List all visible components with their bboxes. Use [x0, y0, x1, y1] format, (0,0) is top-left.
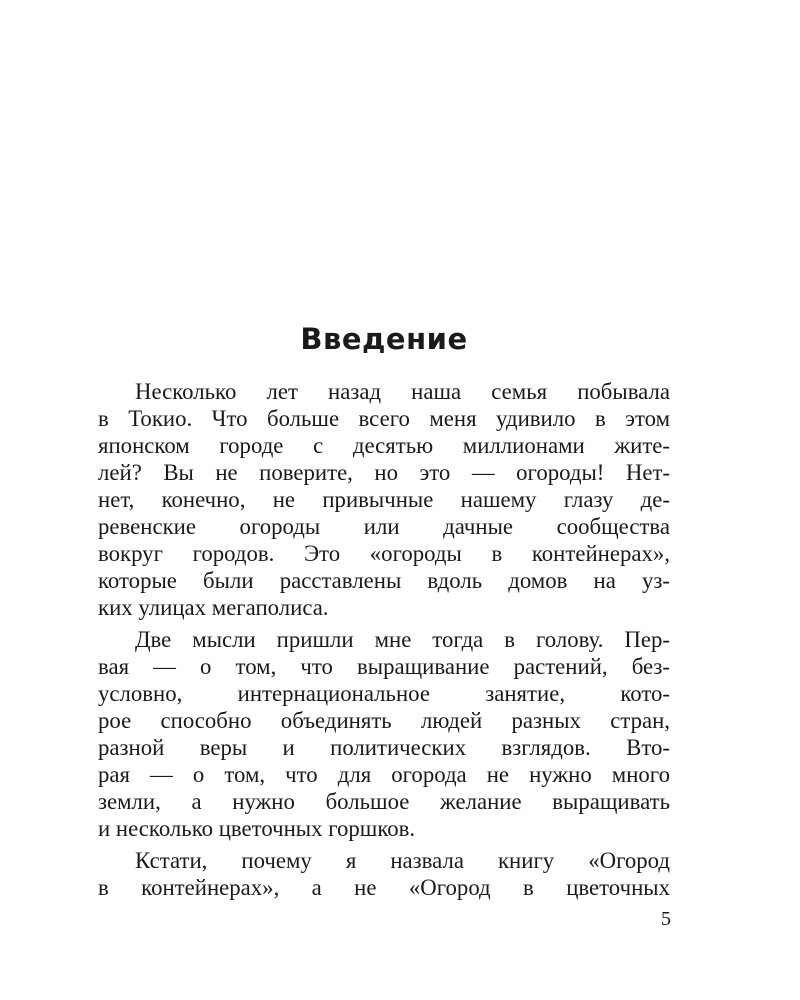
- text-line: условно, интернациональное занятие, кото-: [98, 681, 670, 706]
- text-line: которые были расставлены вдоль домов на уз-: [98, 568, 670, 593]
- text-line: ких улицах мегаполиса.: [98, 595, 329, 620]
- paragraph-1: [98, 378, 670, 621]
- text-line: Кстати, почему я назвала книгу «Огород: [135, 848, 670, 873]
- text-line: в контейнерах», а не «Огород в цветочных: [98, 875, 670, 900]
- text-line: Две мысли пришли мне тогда в голову. Пер-: [135, 627, 670, 652]
- text-line: вокруг городов. Это «огороды в контейнерах»,: [98, 541, 670, 566]
- text-line: японском городе с десятью миллионами жите-: [98, 433, 670, 458]
- text-line: и несколько цветочных горшков.: [98, 816, 416, 841]
- text-line: рое способно объединять людей разных стран,: [98, 708, 670, 733]
- text-line: лей? Вы не поверите, но это — огороды! Нет-: [98, 460, 670, 485]
- text-line: земли, а нужно большое желание выращивать: [98, 789, 670, 814]
- text-line: в Токио. Что больше всего меня удивило в этом: [98, 406, 670, 431]
- text-line: вая — о том, что выращивание растений, без-: [98, 654, 670, 679]
- text-line: рая — о том, что для огорода не нужно много: [98, 762, 670, 787]
- text-line: ревенские огороды или дачные сообщества: [98, 514, 670, 539]
- paragraph-2: [98, 626, 670, 842]
- chapter-title: Введение: [300, 322, 468, 356]
- page-number: 5: [661, 908, 671, 930]
- body-text: [98, 378, 670, 906]
- text-line: Несколько лет назад наша семья побывала: [135, 379, 670, 404]
- paragraph-3: [98, 847, 670, 901]
- text-line: нет, конечно, не привычные нашему глазу де-: [98, 487, 670, 512]
- text-line: разной веры и политических взглядов. Вто-: [98, 735, 670, 760]
